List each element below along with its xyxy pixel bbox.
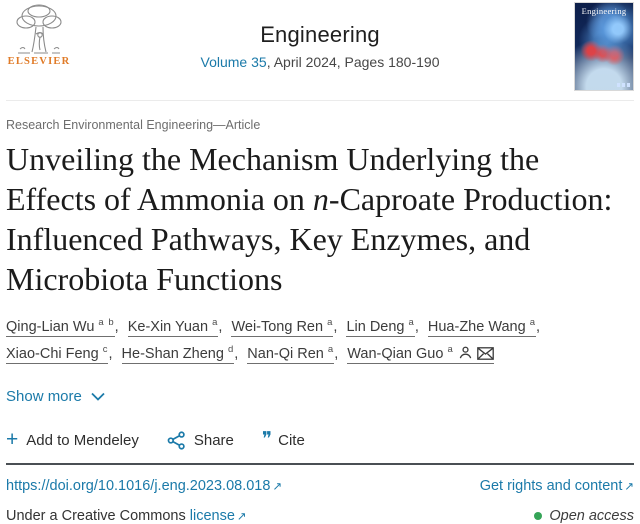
author-affiliation-sup: a bbox=[212, 317, 219, 329]
article-toolbar bbox=[6, 428, 634, 452]
author-separator: , bbox=[333, 319, 338, 335]
email-icon bbox=[477, 343, 494, 370]
author-link[interactable]: Qing-Lian Wu $^{a b}$ bbox=[6, 317, 115, 335]
license-row bbox=[6, 508, 634, 524]
title-part-post: -Caproate Production: Influenced Pathways, Key Enzymes, and Microbiota Functions bbox=[6, 181, 613, 297]
author-link[interactable]: Xiao-Chi Feng $^c$ bbox=[6, 343, 109, 362]
author-link[interactable]: Ke-Xin Yuan $^a$ bbox=[127, 317, 219, 335]
author-separator: , bbox=[536, 319, 541, 335]
open-access-label: Open access bbox=[549, 507, 634, 524]
author-separator: , bbox=[414, 319, 419, 335]
share-icon bbox=[167, 431, 186, 450]
author-affiliation-sup: a bbox=[447, 343, 454, 355]
author-separator: , bbox=[218, 319, 223, 335]
elsevier-logo[interactable] bbox=[6, 2, 72, 67]
author-affiliation-sup: a bbox=[327, 317, 334, 329]
author-affiliation-sup: c bbox=[102, 343, 109, 355]
elsevier-wordmark: ELSEVIER bbox=[7, 56, 71, 67]
doi-link[interactable]: https://doi.org/10.1016/j.eng.2023.08.018 ↗ bbox=[6, 477, 283, 494]
journal-banner bbox=[6, 0, 634, 101]
plus-icon: + bbox=[6, 428, 19, 452]
open-access-badge bbox=[534, 508, 634, 524]
elsevier-tree-icon bbox=[10, 2, 68, 58]
mendeley-label: Add to Mendeley bbox=[26, 431, 139, 449]
external-link-icon: ↗ bbox=[272, 480, 283, 493]
cover-decoration bbox=[617, 83, 630, 87]
license-link[interactable]: license ↗ bbox=[189, 507, 247, 524]
volume-issue-line bbox=[84, 54, 556, 70]
divider bbox=[6, 463, 634, 465]
author-link[interactable]: Hua-Zhe Wang $^a$ bbox=[427, 317, 537, 335]
author-link[interactable]: Nan-Qi Ren $^a$ bbox=[247, 343, 335, 362]
author-affiliation-sup: a bbox=[408, 317, 415, 329]
corresponding-author-icon bbox=[458, 343, 473, 370]
author-affiliation-sup: a b bbox=[98, 317, 115, 329]
open-access-dot-icon bbox=[534, 512, 542, 520]
chevron-down-icon bbox=[91, 392, 105, 401]
author-affiliation-sup: a bbox=[529, 317, 537, 329]
volume-link[interactable]: Volume 35 bbox=[200, 54, 267, 70]
journal-cover-thumbnail[interactable] bbox=[574, 2, 634, 91]
author-link-corresponding[interactable]: Wan-Qian Guo $^a$ bbox=[347, 346, 494, 364]
add-to-mendeley-button[interactable] bbox=[6, 428, 139, 452]
share-label: Share bbox=[193, 431, 234, 449]
cite-button[interactable] bbox=[261, 429, 305, 451]
author-separator: , bbox=[114, 319, 119, 335]
title-part-pre: Unveiling the Mechanism Underlying the Effects of Ammonia on bbox=[6, 141, 540, 217]
author-affiliation-sup: a bbox=[327, 343, 335, 355]
show-more-button[interactable] bbox=[6, 388, 105, 405]
show-more-label: Show more bbox=[6, 387, 82, 405]
author-link[interactable]: Wei-Tong Ren $^a$ bbox=[231, 317, 334, 335]
journal-info bbox=[84, 0, 556, 70]
cite-label: Cite bbox=[278, 431, 305, 449]
issue-info: , April 2024, Pages 180-190 bbox=[266, 54, 440, 70]
external-link-icon: ↗ bbox=[236, 510, 247, 523]
author-link[interactable]: Lin Deng $^a$ bbox=[346, 317, 415, 335]
author-separator: , bbox=[234, 345, 239, 362]
article-category: Research Environmental Engineering—Article bbox=[6, 118, 261, 132]
doi-row bbox=[6, 478, 634, 494]
journal-title-link[interactable]: Engineering bbox=[260, 22, 380, 47]
get-rights-link[interactable]: Get rights and content ↗ bbox=[479, 477, 634, 494]
article-title bbox=[6, 139, 634, 299]
cite-quotes-icon: ❞ bbox=[261, 429, 271, 451]
author-affiliation-sup: d bbox=[227, 343, 235, 355]
creative-commons-text: Under a Creative Commons license ↗ bbox=[6, 507, 247, 524]
author-separator: , bbox=[108, 345, 113, 362]
title-part-italic: n bbox=[312, 181, 329, 217]
cover-journal-title: Engineering bbox=[581, 6, 627, 16]
author-link[interactable]: He-Shan Zheng $^d$ bbox=[121, 343, 235, 362]
author-separator: , bbox=[334, 345, 339, 362]
share-button[interactable] bbox=[167, 431, 234, 450]
author-list bbox=[6, 314, 634, 370]
external-link-icon: ↗ bbox=[624, 480, 634, 493]
